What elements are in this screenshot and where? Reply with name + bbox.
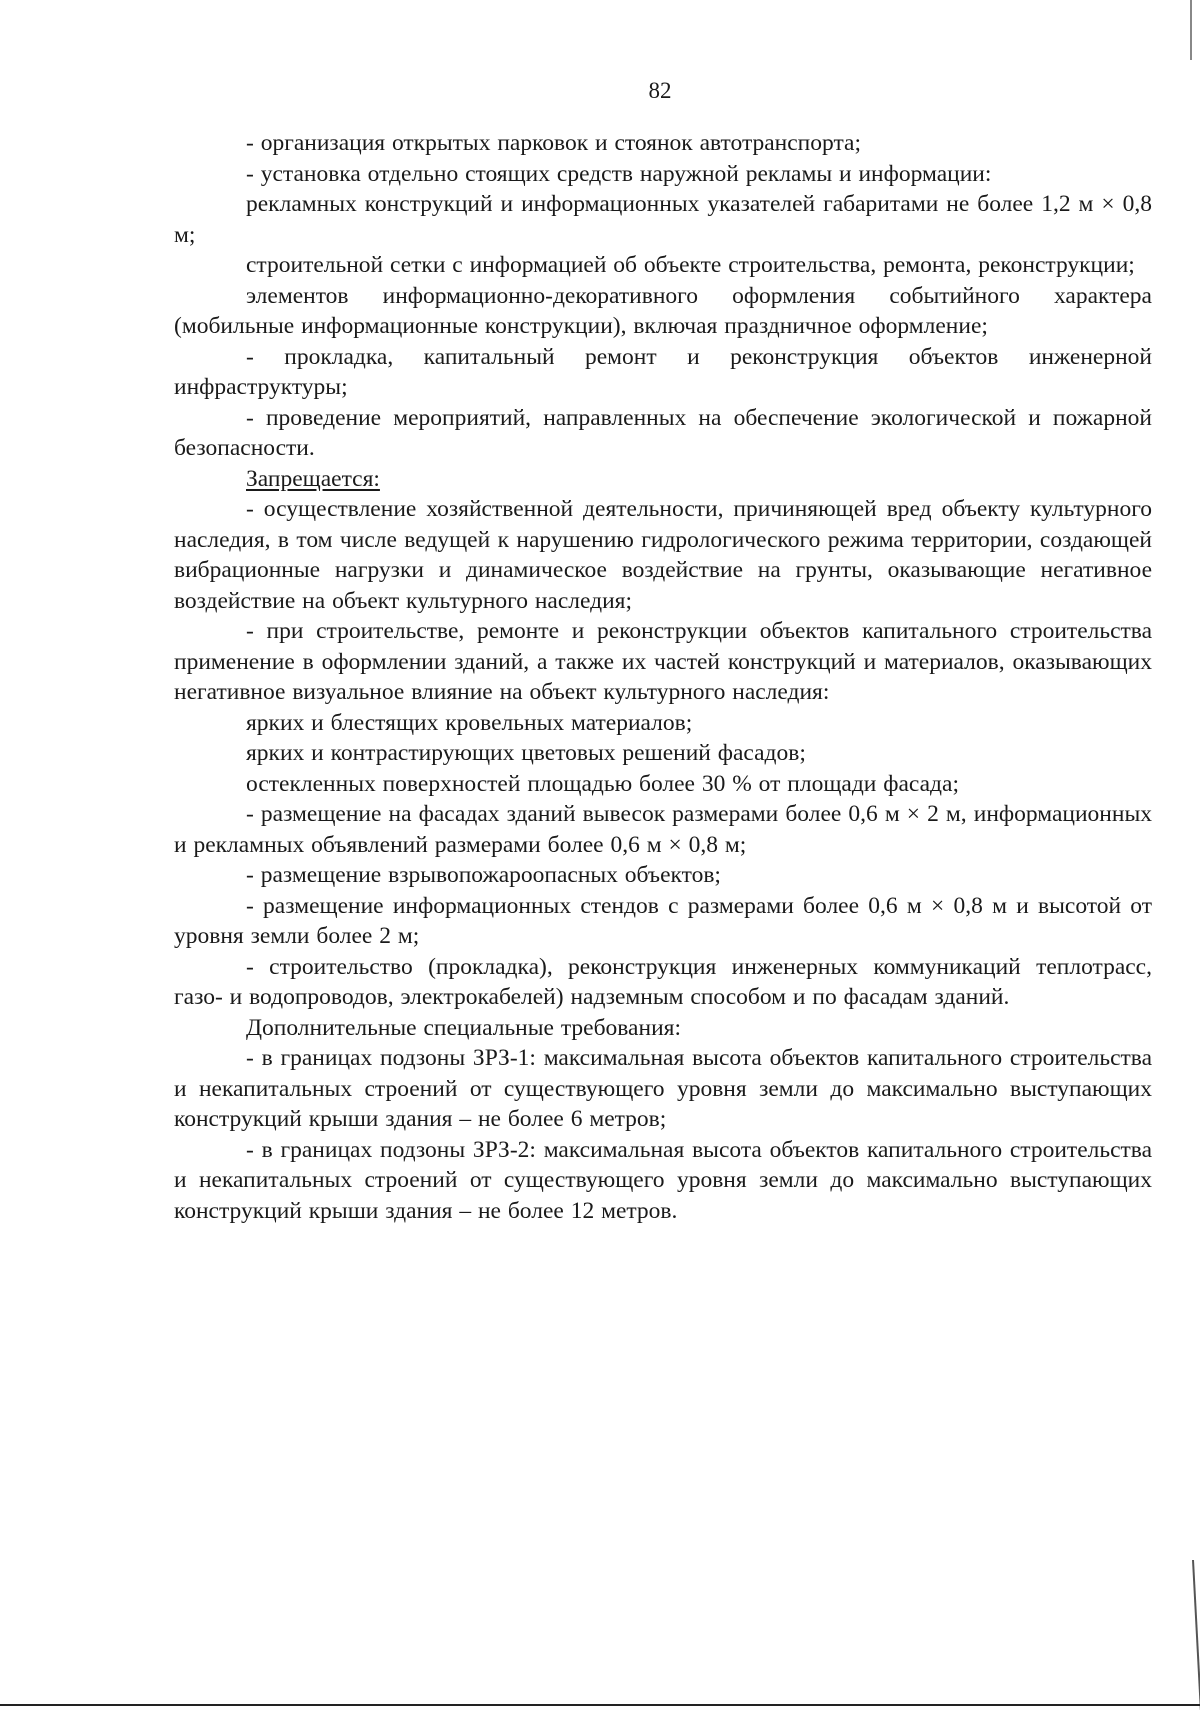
scan-edge-mark [0, 1704, 1200, 1706]
paragraph-7: - проведение мероприятий, направленных на обеспечение экологической и пожарной безопасности. [174, 404, 1152, 461]
paragraph-17: - строительство (прокладка), реконструкция инженерных коммуникаций теплотрасс, газо- и водопроводов, электрокабелей) надземным способом и по фасадам зданий. [174, 953, 1152, 1010]
paragraph-19: - в границах подзоны ЗРЗ-1: максимальная высота объектов капитального строительства и некапитальных строений от существующего уровня земли до максимально выступающих конструкций крыши здания – не более 6 метров; [174, 1045, 1152, 1132]
scan-edge-mark [1192, 1560, 1200, 1710]
paragraph-6: - прокладка, капитальный ремонт и реконструкция объектов инженерной инфраструктуры; [174, 343, 1152, 400]
paragraph-18: Дополнительные специальные требования: [246, 1014, 681, 1041]
paragraph-9: - осуществление хозяйственной деятельности, причиняющей вред объекту культурного наследия, в том числе ведущей к нарушению гидрологического режима территории, создающей вибрационные нагрузки и динамическое воздействие на грунты, оказывающие негативное воздействие на объект культурного наследия; [174, 496, 1152, 614]
paragraph-12: ярких и контрастирующих цветовых решений фасадов; [246, 740, 806, 766]
section-heading-prohibited [174, 464, 1152, 495]
paragraph-16: - размещение информационных стендов с размерами более 0,6 м × 0,8 м и высотой от уровня земли более 2 м; [174, 892, 1152, 949]
paragraph-13: остекленных поверхностей площадью более 30 % от площади фасада; [246, 770, 959, 797]
paragraph-4: строительной сетки с информацией об объекте строительства, ремонта, реконструкции; [246, 252, 1135, 278]
document-body [174, 128, 1152, 1226]
paragraph-10: - при строительстве, ремонте и реконструкции объектов капитального строительства применение в оформлении зданий, а также их частей конструкций и материалов, оказывающих негативное визуальное влияние на объект культурного наследия: [174, 618, 1152, 705]
scan-edge-mark [1190, 0, 1192, 60]
paragraph-14: - размещение на фасадах зданий вывесок размерами более 0,6 м × 2 м, информационных и рекламных объявлений размерами более 0,6 м × 0,8 м; [174, 801, 1152, 858]
underlined-heading: Запрещается: [246, 465, 380, 492]
paragraph-11: ярких и блестящих кровельных материалов; [246, 709, 693, 736]
paragraph-2: - установка отдельно стоящих средств наружной рекламы и информации: [246, 160, 992, 187]
paragraph-3: рекламных конструкций и информационных указателей габаритами не более 1,2 м × 0,8 м; [174, 191, 1152, 248]
paragraph-1: - организация открытых парковок и стоянок автотранспорта; [246, 130, 861, 156]
paragraph-5: элементов информационно-декоративного оформления событийного характера (мобильные информационные конструкции), включая праздничное оформление; [174, 282, 1152, 339]
paragraph-20: - в границах подзоны ЗРЗ-2: максимальная высота объектов капитального строительства и некапитальных строений от существующего уровня земли до максимально выступающих конструкций крыши здания – не более 12 метров. [174, 1136, 1152, 1224]
paragraph-15: - размещение взрывопожароопасных объектов; [246, 862, 721, 888]
page-number: 82 [648, 78, 672, 103]
